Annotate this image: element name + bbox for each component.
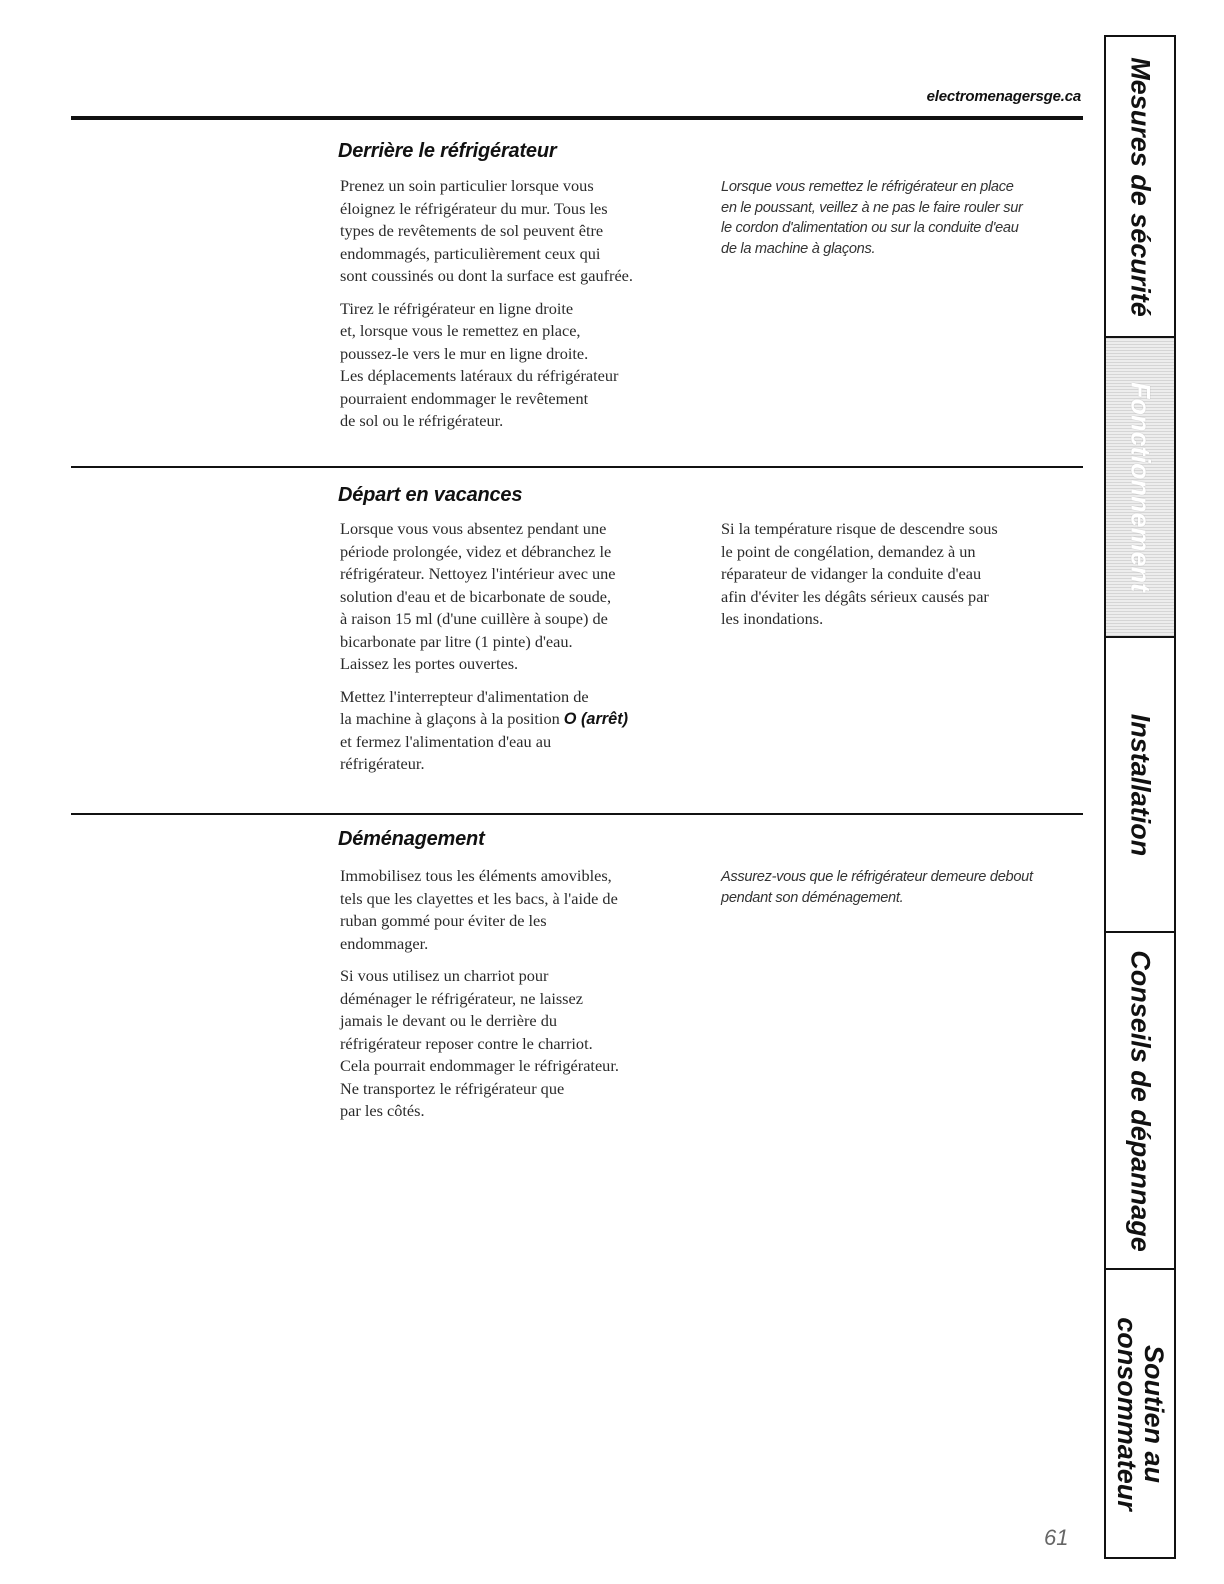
- page-number: 61: [1044, 1525, 1069, 1550]
- section-derriere-note-text: Lorsque vous remettez le réfrigérateur en place en le poussant, veillez à ne pas le faire rouler sur le cordon d'alimentation ou sur la conduite d'eau de la machine à glaçons.: [721, 179, 1023, 257]
- tab-conseils-de-depannage-label: Conseils de dépannage: [1125, 949, 1156, 1252]
- section-derriere-paragraph-2: Tirez le réfrigérateur en ligne droite et, lorsque vous le remettez en place, poussez-le vers le mur en ligne droite. Les déplacements latéraux du réfrigérateur pourraient endommager le revêtement de sol ou le réfrigérateur.: [340, 298, 619, 430]
- section-demenagement-paragraph-1: Immobilisez tous les éléments amovibles, tels que les clayettes et les bacs, à l'aide de ruban gommé pour éviter de les endommager.: [340, 866, 618, 953]
- section-derriere-paragraph-1: Prenez un soin particulier lorsque vous éloignez le réfrigérateur du mur. Tous les types de revêtements de sol peuvent être endommagés, particulièrement ceux qui sont coussinés ou dont la surface est gaufrée.: [340, 176, 633, 285]
- tab-mesures-de-securite-label: Mesures de sécurité: [1125, 56, 1156, 317]
- section-depart-paragraph-1: Lorsque vous vous absentez pendant une période prolongée, videz et débranchez le réfrigérateur. Nettoyez l'intérieur avec une solution d'eau et de bicarbonate de soude, à raison 15 ml (d'une cuillère à soupe) de bicarbonate par litre (1 pinte) d'eau. Laissez les portes ouvertes.: [340, 519, 616, 673]
- section-heading-derriere: Derrière le réfrigérateur: [338, 140, 557, 162]
- section-depart-paragraph-2-after: et fermez l'alimentation d'eau au réfrigérateur.: [340, 731, 552, 773]
- section-demenagement-note: [721, 867, 1081, 918]
- tab-installation[interactable]: [1106, 638, 1174, 933]
- section-demenagement-paragraph-2: Si vous utilisez un charriot pour déménager le réfrigérateur, ne laissez jamais le devant ou le derrière du réfrigérateur reposer contre le charriot. Cela pourrait endommager le réfrigérateur. Ne transportez le réfrigérateur que par les côtés.: [340, 966, 619, 1120]
- tab-soutien-au-consommateur-label: Soutien au consommateur: [1112, 1316, 1169, 1511]
- section-derriere-left-column: [340, 175, 710, 443]
- section-depart-paragraph-2-before: Mettez l'interrepteur d'alimentation de la machine à glaçons à la position: [340, 686, 589, 728]
- off-position-label: O (arrêt): [563, 710, 629, 728]
- section-derriere-note: [721, 177, 1081, 269]
- section-depart-right-column: [721, 518, 1081, 641]
- section-demenagement-note-text: Assurez-vous que le réfrigérateur demeure debout pendant son déménagement.: [721, 869, 1033, 906]
- tab-fonctionnement-label: Fonctionnement: [1125, 382, 1156, 592]
- section-depart-left-column: [340, 518, 710, 786]
- tab-fonctionnement[interactable]: [1106, 338, 1174, 638]
- tab-conseils-de-depannage[interactable]: [1106, 933, 1174, 1270]
- section-demenagement-left-column: [340, 865, 710, 1133]
- header-rule: [71, 116, 1083, 120]
- section-divider-2: [71, 813, 1083, 815]
- side-tab-strip: [1104, 35, 1176, 1559]
- section-divider-1: [71, 466, 1083, 468]
- section-depart-right-text: Si la température risque de descendre sous le point de congélation, demandez à un réparateur de vidanger la conduite d'eau afin d'éviter les dégâts sérieux causés par les inondations.: [721, 519, 998, 628]
- website-url: electromenagersge.ca: [926, 88, 1081, 105]
- section-heading-demenagement: Déménagement: [338, 828, 485, 850]
- tab-soutien-au-consommateur[interactable]: [1106, 1270, 1174, 1557]
- section-depart-paragraph-2: [340, 686, 710, 776]
- tab-mesures-de-securite[interactable]: [1106, 37, 1174, 338]
- section-heading-depart: Départ en vacances: [338, 484, 523, 506]
- tab-installation-label: Installation: [1125, 713, 1156, 856]
